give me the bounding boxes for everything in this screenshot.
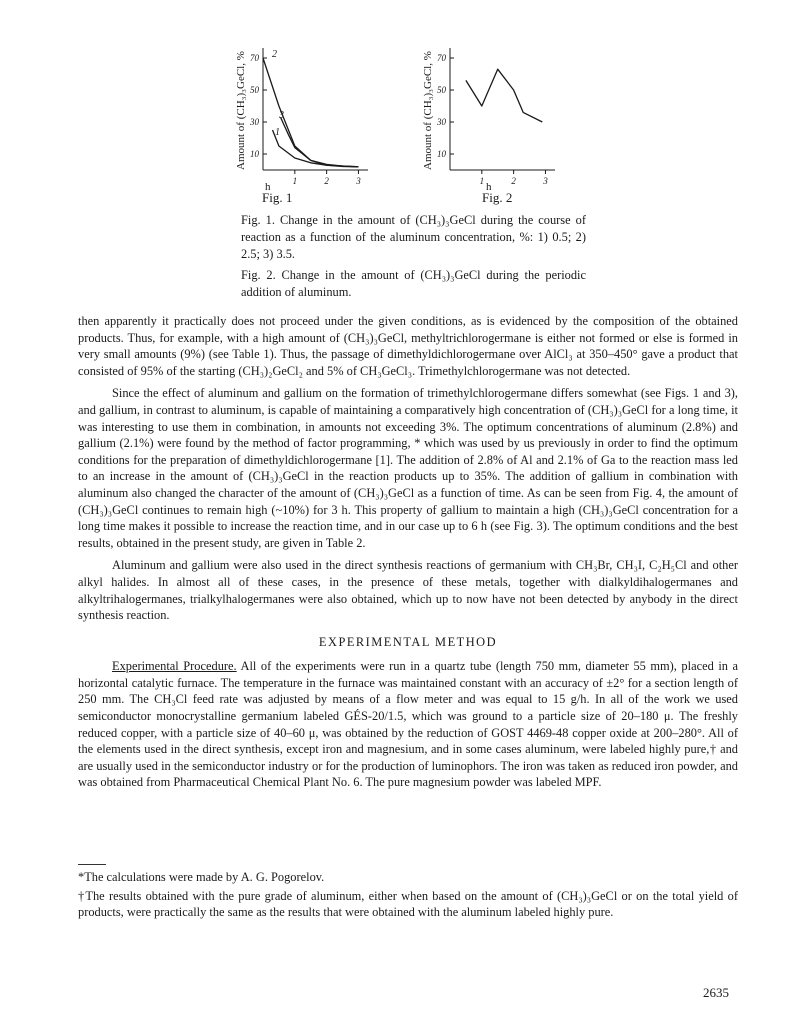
figure-1-label: Fig. 1 [262,190,293,205]
fig2-y-tick-label: 70 [437,53,446,63]
paragraph-3: Aluminum and gallium were also used in the direct synthesis reactions of germanium with CH₃Br, CH₃I, C₂H₅Cl and other alkyl halides. In almost all of these cases, in the presence of these metals, together with dialkyldihalogermanes and alkyltrihalogermanes, trialkylhalogermanes were also obtained, which up to now have not been detected by anybody in the direct synthesis reaction. [78,558,738,623]
experimental-text: All of the experiments were run in a quartz tube (length 750 mm, diameter 55 mm), placed in a horizontal catalytic furnace. The temperature in the furnace was maintained constant with an accuracy of ±2° for a section length of 250 mm. The CH₃Cl feed rate was adjusted by means of a flow meter and was equal to 15 g/h. In all of the work we used semiconductor monocrystalline germanium labeled GÉS-20/1.5, which was ground to a particle size of 20–180 μ. The freshly reduced copper, with a particle size of 40–60 μ, was obtained by the reduction of GOST 4469-48 copper oxide at 200–280°. All of the elements used in the direct synthesis, except iron and magnesium, and in some cases aluminum, were labeled highly pure,† and are usually used in the semiconductor industry or for the production of luminophors. The iron was taken as reduced iron powder, and was obtained from Pharmaceutical Chemical Plant No. 6. The pure magnesium powder was labeled MPF. [78,659,739,790]
fig1-x-tick-label: 2 [324,176,329,186]
fig2-y-tick-label: 50 [437,85,446,95]
footnotes [78,864,738,923]
fig2-y-axis-label: Amount of (CH₃)₃GeCl, % [422,51,434,170]
footnote-1: *The calculations were made by A. G. Pogorelov. [78,870,325,884]
fig2-y-tick-label: 10 [437,149,446,159]
fig1-x-axis-label: h [265,181,271,193]
body-text [78,313,738,797]
figure-2-label: Fig. 2 [482,190,513,205]
fig1-y-tick-label: 70 [250,53,259,63]
fig1-x-tick-label: 3 [356,176,361,186]
fig1-y-axis-label: Amount of (CH₃)₃GeCl, % [235,51,247,170]
fig2-x-tick-label: 1 [479,176,485,186]
figure-1 [228,40,378,200]
figure-2-caption: Fig. 2. Change in the amount of (CH₃)₃GeCl during the periodic addition of aluminum. [241,268,586,299]
experimental-lead: Experimental Procedure. [112,659,237,674]
paragraph-2: Since the effect of aluminum and gallium on the formation of trimethylchlorogermane differs somewhat (see Figs. 1 and 3), and gallium, in contrast to aluminum, is capable of maintaining a comparatively high concentration of (CH₃)₃GeCl for a long time, it was interesting to use them in combination, in amounts not exceeding 3%. The optimum concentrations of aluminum (2.8%) and gallium (2.1%) were found by the method of factor programming, * which was used by us previously in order to find the optimum conditions for the preparation of dimethyldichlorogermane [1]. The addition of 2.8% of Al and 2.1% of Ga to the reaction mass led to an increase in the amount of (CH₃)₃GeCl in the reaction products up to 35%. The addition of gallium in combination with aluminum also changed the character of the amount of (CH₃)₃GeCl as a function of time. As can be seen from Fig. 4, the amount of (CH₃)₃GeCl continues to remain high (~10%) for 3 h. This property of gallium to maintain a high (CH₃)₃GeCl concentration for a long time makes it possible to increase the reaction time, and in our case up to 6 h (see Fig. 3). The optimum conditions and the best results, obtained in the present study, are given in Table 2. [78,386,738,550]
fig2-y-tick-label: 30 [437,117,446,127]
fig1-y-tick-label: 50 [250,85,259,95]
fig1-series-line-1 [263,58,359,167]
fig1-series-line-2 [281,117,359,167]
fig2-x-axis-label: h [486,181,492,193]
fig1-curve-label-3: 3 [279,110,284,121]
fig2-x-tick-label: 3 [543,176,548,186]
paragraph-1: then apparently it practically does not proceed under the given conditions, as is evidenced by the composition of the obtained products. Thus, for example, with a high amount of (CH₃)₃GeCl, methyltrichlorogermane is either not formed or else is formed in very small amounts (9%) (see Table 1). Thus, the passage of dimethyldichlorogermane over AlCl₃ at 350–450° gave a product that consisted of 95% of the starting (CH₃)₂GeCl₂ and 5% of CH₃GeCl₃. Trimethylchlorogermane was not detected. [78,314,738,378]
section-heading: EXPERIMENTAL METHOD [318,634,498,649]
page-number: 2635 [703,985,729,1000]
figure-1-caption: Fig. 1. Change in the amount of (CH₃)₃GeCl during the course of reaction as a function of the aluminum concentration, %: 1) 0.5; 2) 2.5; 3) 3.5. [241,213,586,261]
fig1-y-tick-label: 10 [250,149,259,159]
figure-1-plot [228,40,378,200]
fig1-y-tick-label: 30 [250,117,259,127]
footnote-2: †The results obtained with the pure grade of aluminum, either when based on the amount of (CH₃)₃GeCl or on the total yield of products, were practically the same as the results that were obtained with the aluminum labeled highly pure. [78,888,738,920]
fig1-x-tick-label: 1 [292,176,298,186]
fig1-curve-label-1: 1 [275,127,280,138]
experimental-paragraph [78,658,738,791]
figure-2-plot [415,40,565,200]
fig2-x-tick-label: 2 [511,176,516,186]
footnote-rule [78,864,106,865]
fig1-curve-label-2: 2 [272,49,277,60]
figure-2 [415,40,565,200]
fig2-series-line-1 [466,69,542,122]
